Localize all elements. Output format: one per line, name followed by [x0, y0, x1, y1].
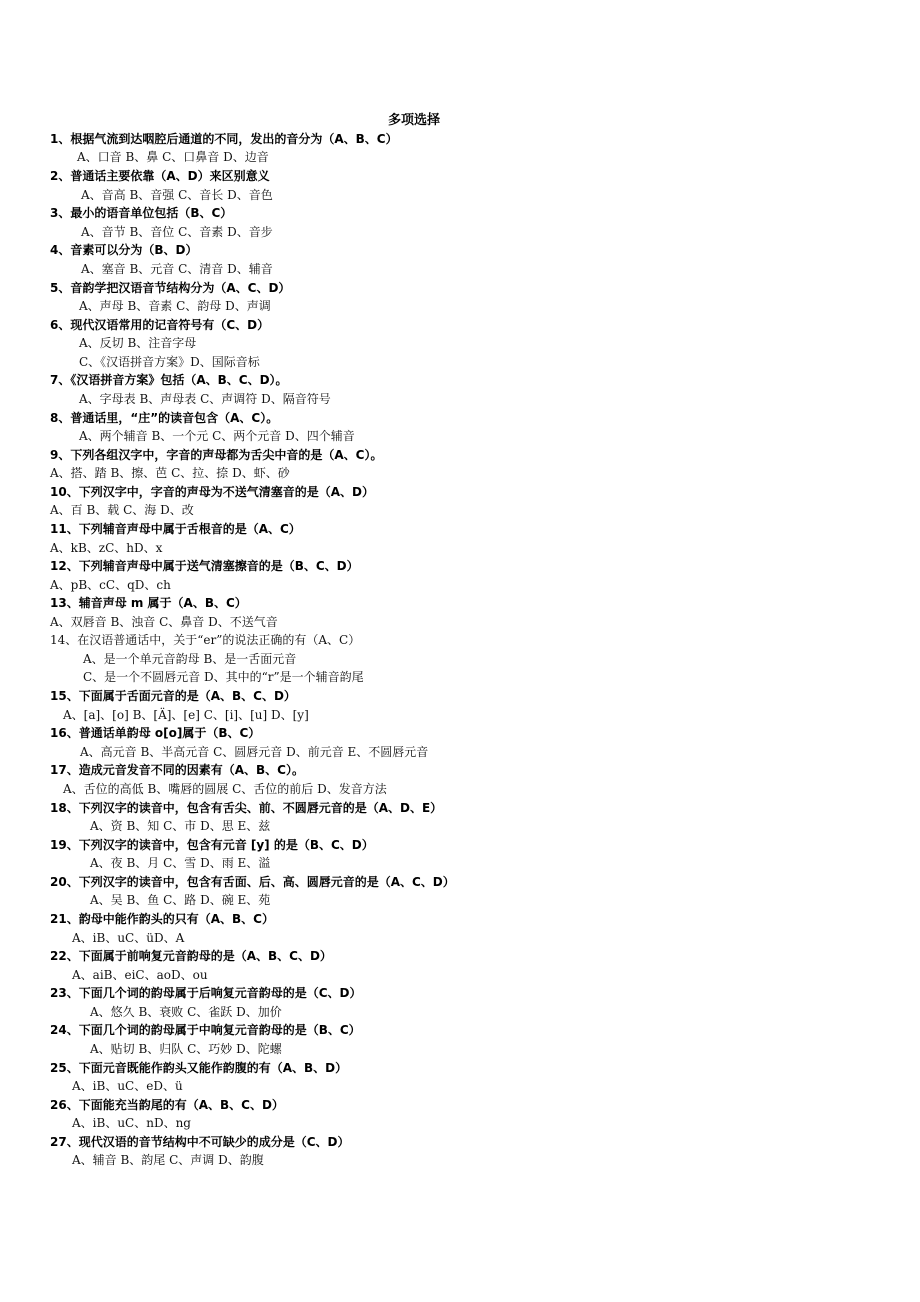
option-text: A、反切 B、注音字母	[79, 336, 197, 350]
option-text: A、kB、zC、hD、x	[50, 541, 163, 555]
question-text: 15、下面属于舌面元音的是（A、B、C、D）	[50, 689, 296, 703]
question-text: 6、现代汉语常用的记音符号有（C、D）	[50, 318, 270, 332]
question-text: 8、普通话里，“庄”的读音包含（A、C）。	[50, 411, 279, 425]
question-text: 13、辅音声母 m 属于（A、B、C）	[50, 596, 247, 610]
option-text: A、夜 B、月 C、雪 D、雨 E、溢	[90, 856, 271, 870]
option-text: A、口音 B、鼻 C、口鼻音 D、边音	[77, 150, 269, 164]
question-text: 23、下面几个词的韵母属于后响复元音韵母的是（C、D）	[50, 986, 362, 1000]
option-text: A、百 B、载 C、海 D、改	[50, 503, 194, 517]
option-text: A、iB、uC、eD、ü	[72, 1079, 183, 1093]
question-text: 26、下面能充当韵尾的有（A、B、C、D）	[50, 1098, 284, 1112]
option-text: A、辅音 B、韵尾 C、声调 D、韵腹	[72, 1153, 264, 1167]
option-text: A、两个辅音 B、一个元 C、两个元音 D、四个辅音	[79, 429, 355, 443]
question-text: 19、下列汉字的读音中，包含有元音 [y] 的是（B、C、D）	[50, 838, 374, 852]
page-title: 多项选择	[388, 113, 441, 128]
option-text: A、[a]、[o] B、[Ä]、[e] C、[i]、[u] D、[y]	[63, 708, 309, 722]
question-text: 12、下列辅音声母中属于送气清塞擦音的是（B、C、D）	[50, 559, 359, 573]
option-text: A、aiB、eiC、aoD、ou	[72, 968, 208, 982]
option-text: A、音节 B、音位 C、音素 D、音步	[81, 225, 273, 239]
question-text: 5、音韵学把汉语音节结构分为（A、C、D）	[50, 281, 291, 295]
question-text: 20、下列汉字的读音中，包含有舌面、后、高、圆唇元音的是（A、C、D）	[50, 875, 455, 889]
question-text: 24、下面几个词的韵母属于中响复元音韵母的是（B、C）	[50, 1023, 361, 1037]
option-text: A、声母 B、音素 C、韵母 D、声调	[79, 299, 271, 313]
option-text: A、iB、uC、üD、A	[72, 931, 185, 945]
option-text: A、悠久 B、衰败 C、雀跃 D、加价	[90, 1005, 282, 1019]
option-text: A、pB、cC、qD、ch	[50, 578, 171, 592]
option-text: A、舌位的高低 B、嘴唇的圆展 C、舌位的前后 D、发音方法	[63, 782, 387, 796]
question-text: 16、普通话单韵母 o[o]属于（B、C）	[50, 726, 261, 740]
question-text: 21、韵母中能作韵头的只有（A、B、C）	[50, 912, 274, 926]
question-text: 7、《汉语拼音方案》包括（A、B、C、D）。	[50, 373, 288, 387]
question-text: 10、下列汉字中，字音的声母为不送气清塞音的是（A、D）	[50, 485, 374, 499]
question-text: 17、造成元音发音不同的因素有（A、B、C）。	[50, 763, 304, 777]
question-text: 4、音素可以分为（B、D）	[50, 243, 198, 257]
option-text: A、搭、踏 B、擦、芭 C、拉、捺 D、虾、砂	[50, 466, 290, 480]
question-text: 25、下面元音既能作韵头又能作韵腹的有（A、B、D）	[50, 1061, 348, 1075]
option-text: A、塞音 B、元音 C、清音 D、辅音	[81, 262, 273, 276]
question-text: 18、下列汉字的读音中，包含有舌尖、前、不圆唇元音的是（A、D、E）	[50, 801, 443, 815]
question-text: 3、最小的语音单位包括（B、C）	[50, 206, 233, 220]
option-text: C、《汉语拼音方案》D、国际音标	[79, 355, 260, 369]
question-text: 2、普通话主要依靠（A、D）来区别意义	[50, 169, 270, 183]
option-text: C、是一个不圆唇元音 D、其中的“r”是一个辅音韵尾	[83, 670, 364, 684]
option-text: A、贴切 B、归队 C、巧妙 D、陀螺	[90, 1042, 282, 1056]
option-text: A、音高 B、音强 C、音长 D、音色	[81, 188, 273, 202]
option-text: A、是一个单元音韵母 B、是一舌面元音	[83, 652, 297, 666]
option-text: 14、在汉语普通话中，关于“er”的说法正确的有（A、C）	[50, 633, 361, 647]
question-text: 1、根据气流到达咽腔后通道的不同，发出的音分为（A、B、C）	[50, 132, 398, 146]
option-text: A、iB、uC、nD、ng	[72, 1116, 191, 1130]
option-text: A、双唇音 B、浊音 C、鼻音 D、不送气音	[50, 615, 278, 629]
option-text: A、资 B、知 C、市 D、思 E、兹	[90, 819, 271, 833]
question-text: 11、下列辅音声母中属于舌根音的是（A、C）	[50, 522, 301, 536]
question-text: 27、现代汉语的音节结构中不可缺少的成分是（C、D）	[50, 1135, 350, 1149]
option-text: A、高元音 B、半高元音 C、圆唇元音 D、前元音 E、不圆唇元音	[80, 745, 429, 759]
option-text: A、字母表 B、声母表 C、声调符 D、隔音符号	[79, 392, 331, 406]
question-text: 9、下列各组汉字中，字音的声母都为舌尖中音的是（A、C）。	[50, 448, 383, 462]
question-text: 22、下面属于前响复元音韵母的是（A、B、C、D）	[50, 949, 332, 963]
option-text: A、吴 B、鱼 C、路 D、碗 E、苑	[90, 893, 271, 907]
